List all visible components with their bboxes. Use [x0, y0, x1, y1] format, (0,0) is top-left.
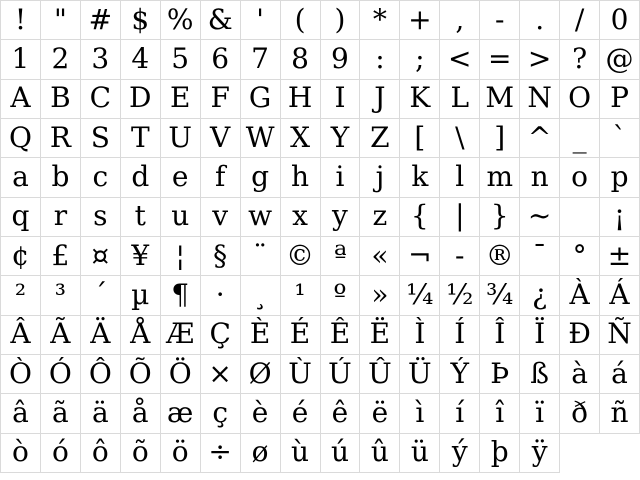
- char-cell[interactable]: ú: [321, 434, 361, 473]
- char-cell[interactable]: ¹: [281, 276, 321, 315]
- char-cell[interactable]: ¡: [600, 198, 640, 237]
- char-cell[interactable]: ¼: [400, 276, 440, 315]
- char-cell[interactable]: ): [321, 1, 361, 40]
- char-cell[interactable]: ±: [600, 237, 640, 276]
- char-cell[interactable]: Y: [321, 119, 361, 158]
- char-cell[interactable]: Í: [440, 316, 480, 355]
- char-cell[interactable]: È: [241, 316, 281, 355]
- char-cell[interactable]: y: [321, 198, 361, 237]
- char-cell[interactable]: ¶: [161, 276, 201, 315]
- char-cell[interactable]: ã: [41, 394, 81, 433]
- char-cell[interactable]: T: [121, 119, 161, 158]
- char-cell[interactable]: &: [201, 1, 241, 40]
- char-cell[interactable]: b: [41, 158, 81, 197]
- char-cell[interactable]: ö: [161, 434, 201, 473]
- char-cell[interactable]: N: [520, 80, 560, 119]
- char-cell[interactable]: u: [161, 198, 201, 237]
- char-cell[interactable]: 4: [121, 40, 161, 79]
- char-cell[interactable]: Ï: [520, 316, 560, 355]
- char-cell[interactable]: -: [480, 1, 520, 40]
- char-cell[interactable]: ª: [321, 237, 361, 276]
- char-cell[interactable]: ¢: [1, 237, 41, 276]
- char-cell[interactable]: ": [41, 1, 81, 40]
- char-cell[interactable]: æ: [161, 394, 201, 433]
- char-cell[interactable]: f: [201, 158, 241, 197]
- char-cell[interactable]: (: [281, 1, 321, 40]
- char-cell[interactable]: Ç: [201, 316, 241, 355]
- char-cell[interactable]: Ð: [560, 316, 600, 355]
- char-cell[interactable]: ¬: [400, 237, 440, 276]
- char-cell[interactable]: ³: [41, 276, 81, 315]
- char-cell[interactable]: x: [281, 198, 321, 237]
- char-cell[interactable]: Î: [480, 316, 520, 355]
- char-cell[interactable]: X: [281, 119, 321, 158]
- char-cell[interactable]: 7: [241, 40, 281, 79]
- char-cell[interactable]: R: [41, 119, 81, 158]
- char-cell[interactable]: G: [241, 80, 281, 119]
- char-cell[interactable]: Ò: [1, 355, 41, 394]
- char-cell[interactable]: ²: [1, 276, 41, 315]
- char-cell[interactable]: ·: [201, 276, 241, 315]
- char-cell[interactable]: ï: [520, 394, 560, 433]
- char-cell[interactable]: ×: [201, 355, 241, 394]
- char-cell[interactable]: ¿: [520, 276, 560, 315]
- char-cell[interactable]: Ä: [81, 316, 121, 355]
- char-cell[interactable]: ¯: [520, 237, 560, 276]
- char-cell[interactable]: ó: [41, 434, 81, 473]
- char-cell[interactable]: =: [480, 40, 520, 79]
- char-cell[interactable]: Ñ: [600, 316, 640, 355]
- char-cell[interactable]: ¨: [241, 237, 281, 276]
- char-cell[interactable]: `: [600, 119, 640, 158]
- char-cell[interactable]: $: [121, 1, 161, 40]
- char-cell[interactable]: Õ: [121, 355, 161, 394]
- char-cell[interactable]: L: [440, 80, 480, 119]
- char-cell[interactable]: Û: [360, 355, 400, 394]
- char-cell[interactable]: ©: [281, 237, 321, 276]
- char-cell[interactable]: ?: [560, 40, 600, 79]
- char-cell[interactable]: ¸: [241, 276, 281, 315]
- char-cell[interactable]: ½: [440, 276, 480, 315]
- char-cell[interactable]: F: [201, 80, 241, 119]
- char-cell[interactable]: µ: [121, 276, 161, 315]
- char-cell[interactable]: D: [121, 80, 161, 119]
- char-cell[interactable]: ~: [520, 198, 560, 237]
- char-cell[interactable]: ë: [360, 394, 400, 433]
- char-cell[interactable]: ÿ: [520, 434, 560, 473]
- char-cell[interactable]: ‐: [440, 237, 480, 276]
- char-cell[interactable]: Ü: [400, 355, 440, 394]
- char-cell[interactable]: a: [1, 158, 41, 197]
- char-cell[interactable]: ]: [480, 119, 520, 158]
- char-cell[interactable]: ô: [81, 434, 121, 473]
- char-cell[interactable]: h: [281, 158, 321, 197]
- char-cell[interactable]: à: [560, 355, 600, 394]
- char-cell[interactable]: {: [400, 198, 440, 237]
- char-cell[interactable]: I: [321, 80, 361, 119]
- char-cell[interactable]: n: [520, 158, 560, 197]
- char-cell[interactable]: 2: [41, 40, 81, 79]
- char-cell[interactable]: ò: [1, 434, 41, 473]
- char-cell[interactable]: Q: [1, 119, 41, 158]
- char-cell[interactable]: À: [560, 276, 600, 315]
- char-cell[interactable]: º: [321, 276, 361, 315]
- char-cell[interactable]: Þ: [480, 355, 520, 394]
- char-cell[interactable]: .: [520, 1, 560, 40]
- char-cell[interactable]: þ: [480, 434, 520, 473]
- char-cell[interactable]: V: [201, 119, 241, 158]
- char-cell[interactable]: Ê: [321, 316, 361, 355]
- char-cell[interactable]: Ø: [241, 355, 281, 394]
- char-cell[interactable]: É: [281, 316, 321, 355]
- char-cell[interactable]: s: [81, 198, 121, 237]
- char-cell[interactable]: B: [41, 80, 81, 119]
- char-cell[interactable]: [: [400, 119, 440, 158]
- char-cell[interactable]: Ù: [281, 355, 321, 394]
- char-cell[interactable]: Ý: [440, 355, 480, 394]
- char-cell[interactable]: <: [440, 40, 480, 79]
- char-cell[interactable]: %: [161, 1, 201, 40]
- char-cell[interactable]: 8: [281, 40, 321, 79]
- char-cell[interactable]: |: [440, 198, 480, 237]
- char-cell[interactable]: §: [201, 237, 241, 276]
- char-cell[interactable]: °: [560, 237, 600, 276]
- char-cell[interactable]: é: [281, 394, 321, 433]
- char-cell[interactable]: Ã: [41, 316, 81, 355]
- char-cell[interactable]: Ô: [81, 355, 121, 394]
- char-cell[interactable]: â: [1, 394, 41, 433]
- char-cell[interactable]: g: [241, 158, 281, 197]
- char-cell[interactable]: A: [1, 80, 41, 119]
- char-cell[interactable]: >: [520, 40, 560, 79]
- char-cell[interactable]: á: [600, 355, 640, 394]
- char-cell[interactable]: û: [360, 434, 400, 473]
- char-cell[interactable]: ': [241, 1, 281, 40]
- char-cell[interactable]: »: [360, 276, 400, 315]
- char-cell[interactable]: C: [81, 80, 121, 119]
- char-cell[interactable]: Z: [360, 119, 400, 158]
- char-cell[interactable]: P: [600, 80, 640, 119]
- char-cell[interactable]: ¦: [161, 237, 201, 276]
- char-cell[interactable]: U: [161, 119, 201, 158]
- char-cell[interactable]: Ë: [360, 316, 400, 355]
- char-cell[interactable]: c: [81, 158, 121, 197]
- char-cell[interactable]: @: [600, 40, 640, 79]
- char-cell[interactable]: «: [360, 237, 400, 276]
- char-cell[interactable]: Á: [600, 276, 640, 315]
- char-cell[interactable]: 1: [1, 40, 41, 79]
- char-cell[interactable]: E: [161, 80, 201, 119]
- char-cell[interactable]: ê: [321, 394, 361, 433]
- char-cell[interactable]: j: [360, 158, 400, 197]
- char-cell[interactable]: ;: [400, 40, 440, 79]
- char-cell[interactable]: ß: [520, 355, 560, 394]
- char-cell[interactable]: w: [241, 198, 281, 237]
- char-cell[interactable]: ý: [440, 434, 480, 473]
- char-cell[interactable]: v: [201, 198, 241, 237]
- char-cell[interactable]: 3: [81, 40, 121, 79]
- char-cell[interactable]: ®: [480, 237, 520, 276]
- char-cell[interactable]: Ó: [41, 355, 81, 394]
- char-cell[interactable]: e: [161, 158, 201, 197]
- char-cell[interactable]: !: [1, 1, 41, 40]
- char-cell[interactable]: ¾: [480, 276, 520, 315]
- char-cell[interactable]: t: [121, 198, 161, 237]
- char-cell[interactable]: _: [560, 119, 600, 158]
- char-cell[interactable]: ð: [560, 394, 600, 433]
- char-cell[interactable]: :: [360, 40, 400, 79]
- char-cell[interactable]: Ö: [161, 355, 201, 394]
- char-cell[interactable]: i: [321, 158, 361, 197]
- char-cell[interactable]: Å: [121, 316, 161, 355]
- char-cell[interactable]: W: [241, 119, 281, 158]
- char-cell[interactable]: +: [400, 1, 440, 40]
- char-cell[interactable]: ^: [520, 119, 560, 158]
- char-cell[interactable]: 5: [161, 40, 201, 79]
- char-cell[interactable]: ¥: [121, 237, 161, 276]
- char-cell[interactable]: K: [400, 80, 440, 119]
- char-cell[interactable]: ü: [400, 434, 440, 473]
- char-cell[interactable]: m: [480, 158, 520, 197]
- char-cell[interactable]: M: [480, 80, 520, 119]
- char-cell[interactable]: H: [281, 80, 321, 119]
- char-cell[interactable]: ñ: [600, 394, 640, 433]
- char-cell[interactable]: Â: [1, 316, 41, 355]
- char-cell[interactable]: £: [41, 237, 81, 276]
- char-cell[interactable]: }: [480, 198, 520, 237]
- char-cell[interactable]: ¤: [81, 237, 121, 276]
- char-cell[interactable]: 9: [321, 40, 361, 79]
- char-cell[interactable]: ,: [440, 1, 480, 40]
- char-cell[interactable]: Ì: [400, 316, 440, 355]
- char-cell[interactable]: #: [81, 1, 121, 40]
- char-cell[interactable]: ´: [81, 276, 121, 315]
- char-cell[interactable]: ø: [241, 434, 281, 473]
- char-cell[interactable]: d: [121, 158, 161, 197]
- char-cell[interactable]: k: [400, 158, 440, 197]
- char-cell[interactable]: Ú: [321, 355, 361, 394]
- char-cell[interactable]: è: [241, 394, 281, 433]
- char-cell[interactable]: z: [360, 198, 400, 237]
- char-cell[interactable]: í: [440, 394, 480, 433]
- char-cell[interactable]: \: [440, 119, 480, 158]
- char-cell[interactable]: r: [41, 198, 81, 237]
- char-cell[interactable]: /: [560, 1, 600, 40]
- char-cell[interactable]: î: [480, 394, 520, 433]
- char-cell[interactable]: Æ: [161, 316, 201, 355]
- char-cell[interactable]: q: [1, 198, 41, 237]
- char-cell[interactable]: J: [360, 80, 400, 119]
- char-cell[interactable]: ä: [81, 394, 121, 433]
- char-cell[interactable]: å: [121, 394, 161, 433]
- char-cell[interactable]: õ: [121, 434, 161, 473]
- char-cell[interactable]: l: [440, 158, 480, 197]
- char-cell[interactable]: o: [560, 158, 600, 197]
- char-cell[interactable]: O: [560, 80, 600, 119]
- char-cell[interactable]: ì: [400, 394, 440, 433]
- char-cell[interactable]: ù: [281, 434, 321, 473]
- char-cell[interactable]: p: [600, 158, 640, 197]
- char-cell[interactable]: [560, 198, 600, 237]
- char-cell[interactable]: 6: [201, 40, 241, 79]
- char-cell[interactable]: ÷: [201, 434, 241, 473]
- char-cell[interactable]: ç: [201, 394, 241, 433]
- char-cell[interactable]: S: [81, 119, 121, 158]
- char-cell[interactable]: 0: [600, 1, 640, 40]
- char-cell[interactable]: *: [360, 1, 400, 40]
